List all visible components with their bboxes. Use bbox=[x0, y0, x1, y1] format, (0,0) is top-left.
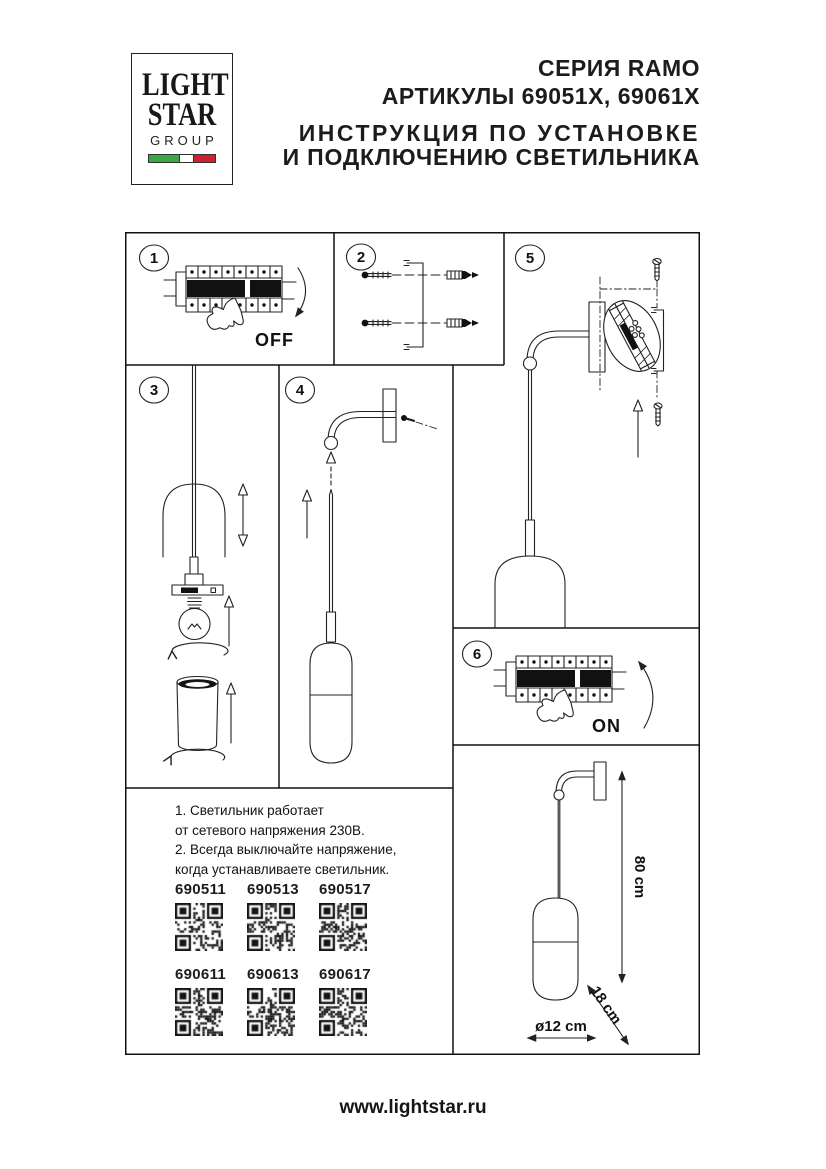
screw-icon bbox=[654, 403, 662, 426]
turn-off-arrow-icon bbox=[296, 268, 306, 316]
dome-shade-icon bbox=[495, 556, 565, 628]
finger-press-icon bbox=[536, 688, 575, 724]
article-item bbox=[247, 881, 299, 951]
article-item bbox=[175, 966, 227, 1036]
up-arrow-icon bbox=[225, 596, 234, 646]
article-number: 690511 bbox=[175, 881, 227, 898]
glass-cylinder-icon bbox=[177, 677, 218, 751]
lamp-stem bbox=[558, 800, 560, 898]
article-item bbox=[175, 881, 227, 951]
rotate-arrow-icon bbox=[172, 643, 228, 655]
qr-grid bbox=[175, 881, 371, 1052]
panel-5-wall-mounting bbox=[495, 245, 671, 628]
panel-1-number: 1 bbox=[149, 250, 159, 267]
panel-2-mounting-hardware bbox=[347, 244, 480, 350]
article-number: 690611 bbox=[175, 966, 227, 983]
off-label: OFF bbox=[255, 330, 294, 350]
ball-joint bbox=[524, 357, 537, 370]
qr-code bbox=[247, 988, 295, 1036]
italy-flag-icon bbox=[148, 154, 216, 163]
lamp-stem bbox=[529, 370, 532, 520]
article-item bbox=[319, 881, 371, 951]
depth-dimension-label: 18 cm bbox=[586, 983, 625, 1028]
panel-4-number: 4 bbox=[295, 382, 305, 399]
qr-code bbox=[319, 903, 367, 951]
lamp-socket bbox=[185, 574, 203, 585]
up-arrow-icon bbox=[227, 683, 236, 743]
article-number: 690517 bbox=[319, 881, 371, 898]
curved-arm bbox=[527, 331, 589, 361]
up-arrow-icon bbox=[303, 490, 312, 538]
up-down-arrow-icon bbox=[239, 484, 248, 546]
curved-arm bbox=[328, 412, 396, 442]
qr-code bbox=[175, 988, 223, 1036]
dome-shade-icon bbox=[163, 484, 225, 557]
diameter-dimension-label: ø12 cm bbox=[535, 1018, 587, 1035]
logo-text-group: GROUP bbox=[150, 133, 218, 148]
panel-3-number: 3 bbox=[149, 382, 159, 399]
notes-panel bbox=[126, 788, 453, 1054]
qr-code bbox=[247, 903, 295, 951]
article-item bbox=[319, 966, 371, 1036]
suspension-cable bbox=[193, 366, 196, 485]
light-bulb-icon bbox=[179, 598, 210, 640]
turn-on-arrow-icon bbox=[639, 662, 653, 728]
article-number: 690513 bbox=[247, 881, 299, 898]
lamp-stem bbox=[330, 495, 333, 612]
mounting-bracket-icon bbox=[404, 261, 423, 350]
note-line-4: когда устанавливаете светильник. bbox=[175, 861, 390, 877]
wall-anchor-icon bbox=[447, 319, 479, 327]
height-dimension-label: 80 cm bbox=[631, 855, 648, 899]
panel-6-power-on bbox=[463, 641, 653, 736]
articles-title: АРТИКУЛЫ 69051X, 69061X bbox=[381, 83, 700, 109]
instruction-title-line1: ИНСТРУКЦИЯ ПО УСТАНОВКЕ bbox=[298, 120, 700, 146]
panel-3-lamp-assembly bbox=[140, 366, 248, 760]
note-line-3: 2. Всегда выключайте напряжение, bbox=[175, 842, 397, 857]
qr-code bbox=[175, 903, 223, 951]
up-arrow-icon bbox=[634, 400, 643, 457]
flag-green bbox=[149, 155, 179, 162]
stem-tip bbox=[330, 490, 333, 496]
lightstar-logo bbox=[131, 53, 233, 185]
on-label: ON bbox=[592, 716, 621, 736]
capsule-shade-icon bbox=[533, 898, 578, 1000]
panel-1-power-off bbox=[140, 245, 306, 350]
panel-4-stem-attachment bbox=[286, 377, 440, 763]
ball-joint bbox=[325, 437, 338, 450]
flag-red bbox=[194, 155, 215, 162]
screw-icon bbox=[653, 259, 661, 290]
panel-dimensions bbox=[528, 762, 648, 1044]
article-item bbox=[247, 966, 299, 1036]
panel-5-number: 5 bbox=[525, 250, 535, 267]
logo-text-light: LIGHT bbox=[142, 67, 229, 103]
title-block bbox=[283, 54, 700, 169]
wall-plate bbox=[589, 302, 605, 372]
wall-plate bbox=[383, 389, 396, 442]
insert-arrow-icon bbox=[327, 452, 336, 488]
capsule-shade-icon bbox=[310, 643, 352, 763]
panel-2-number: 2 bbox=[356, 249, 366, 266]
screw-icon bbox=[362, 320, 446, 327]
finger-press-icon bbox=[206, 296, 245, 332]
qr-code bbox=[319, 988, 367, 1036]
logo-text-star: STAR bbox=[147, 97, 217, 133]
instruction-title-line2: И ПОДКЛЮЧЕНИЮ СВЕТИЛЬНИКА bbox=[282, 144, 700, 170]
curved-arm bbox=[556, 771, 594, 793]
note-line-1: 1. Светильник работает bbox=[175, 803, 324, 818]
note-line-2: от сетевого напряжения 230В. bbox=[175, 822, 365, 838]
series-title: СЕРИЯ RAMO bbox=[537, 55, 700, 81]
website-url: www.lightstar.ru bbox=[339, 1097, 487, 1118]
panel-6-number: 6 bbox=[472, 646, 482, 663]
screw-icon bbox=[401, 415, 439, 430]
article-number: 690617 bbox=[319, 966, 371, 983]
wall-anchor-icon bbox=[447, 271, 479, 279]
screw-icon bbox=[362, 272, 446, 279]
article-number: 690613 bbox=[247, 966, 299, 983]
wall-plate bbox=[594, 762, 606, 800]
ball-joint bbox=[554, 790, 564, 800]
flag-white bbox=[179, 155, 194, 162]
